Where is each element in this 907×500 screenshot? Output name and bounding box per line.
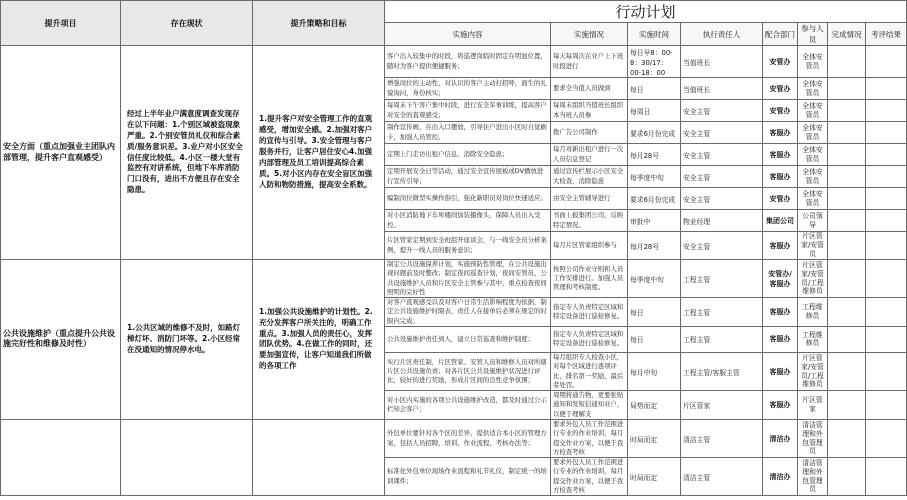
time-cell: 时局而定 [628, 458, 681, 496]
dept-cell: 安管办/客服办 [763, 260, 798, 298]
current-status-cell [121, 419, 253, 495]
content-cell: 片区管家定期到安全班组开座谈会，与一线安全员分析案例，提升一线人员的服务意识； [385, 232, 551, 260]
dept-cell: 客服办 [763, 352, 798, 390]
result-cell [866, 232, 907, 260]
content-cell: 标准化外包单位现场作业流程和礼节礼仪，制定统一的培训课件； [385, 458, 551, 496]
table-row [1, 46, 907, 78]
strategy-goal-cell [253, 419, 385, 495]
people-cell: 片区管家/安管员 [798, 232, 828, 260]
people-cell: 片区管家/安管员/工程维修员 [798, 352, 828, 390]
current-status-cell: 经过上半年业户满意度调查发现存在以下问题：1.个别区域被盗现象严重。2.个别安管员礼仪和综合素质/服务意识差。3.业户对小区安全信任度比较低。4.小区一楼大堂有监控有对讲系统，但地下车库消防门口没有，进出不方便且存在安全隐患。 [121, 46, 253, 260]
time-cell: 局势而定 [628, 391, 681, 420]
result-cell [866, 391, 907, 420]
done-cell [828, 232, 866, 260]
dept-cell: 客服办 [763, 232, 798, 260]
time-cell: 时局而定 [628, 419, 681, 457]
project-area-cell: 公共设施维护（重点提升公共设施完好性和维修及时性） [1, 260, 121, 420]
content-cell: 外包单位要针对各个区的差异，提供适合本小区的管理方案，包括人员招聘、培训、作业流程、考核办法等； [385, 419, 551, 457]
situation-cell: 书面上报集团公司，反映特定情况。 [551, 210, 628, 232]
situation-cell: 每月片区管家组织参与 [551, 232, 628, 260]
time-cell: 每季度中旬 [628, 260, 681, 298]
header-done: 完成情况 [828, 23, 866, 46]
owner-cell: 清洁主管 [681, 458, 763, 496]
situation-cell: 周期将通告物、更要张贴通知和发短信通知业户，以便于理解支 [551, 391, 628, 420]
situation-cell: 通过宣传栏展示小区安全大检查，消除隐患 [551, 166, 628, 188]
people-cell: 片区管家/安管员/工程维修员 [798, 260, 828, 298]
result-cell [866, 122, 907, 144]
header-status: 存在现状 [121, 1, 253, 46]
content-cell: 客户出入较集中的时段，将巡逻岗临时固定在明显位置，随时为客户提供便捷服务； [385, 46, 551, 78]
done-cell [828, 166, 866, 188]
table-row [1, 419, 907, 457]
people-cell: 工程维修员 [798, 298, 828, 327]
people-cell: 公司领导 [798, 210, 828, 232]
owner-cell: 工程主管 [681, 298, 763, 327]
done-cell [828, 419, 866, 457]
done-cell [828, 458, 866, 496]
people-cell: 清洁管理和外包管理员 [798, 419, 828, 457]
situation-cell: 要求外包人员工作范围进行专业的作业培训，每月提交作业方案，以便于我方检查考核 [551, 458, 628, 496]
dept-cell: 安管办 [763, 188, 798, 210]
content-cell: 公共设施维护责任到人，建立日常巡查和维护制度； [385, 326, 551, 352]
owner-cell: 安全主管 [681, 232, 763, 260]
result-cell [866, 188, 907, 210]
dept-cell: 安管办 [763, 46, 798, 78]
content-cell: 对客户直观感受以及对客户日常生活影响程度为依据，制定公共设施维护时限表，责任人在接单后必须在规定的时限内完成； [385, 298, 551, 327]
done-cell [828, 298, 866, 327]
result-cell [866, 298, 907, 327]
owner-cell: 当值班长 [681, 78, 763, 100]
done-cell [828, 122, 866, 144]
page-title: 行动计划 [385, 1, 907, 23]
dept-cell: 客服办 [763, 326, 798, 352]
header-area: 提升项目 [1, 1, 121, 46]
done-cell [828, 391, 866, 420]
owner-cell: 当值班长 [681, 46, 763, 78]
owner-cell: 工程主管/客服主管 [681, 352, 763, 390]
dept-cell: 客服办 [763, 391, 798, 420]
header-strategy: 提升策略和目标 [253, 1, 385, 46]
content-cell: 每周末下午客户集中时段，进行安全军事训练，提高客户对安全的直观感受； [385, 100, 551, 122]
owner-cell: 物业经理 [681, 210, 763, 232]
result-cell [866, 260, 907, 298]
done-cell [828, 144, 866, 166]
dept-cell: 客服办 [763, 298, 798, 327]
time-cell: 每日 [628, 298, 681, 327]
header-content: 实施内容 [385, 23, 551, 46]
owner-cell: 工程主管 [681, 260, 763, 298]
situation-cell: 拨广告公司制作 [551, 122, 628, 144]
header-result: 考评结果 [866, 23, 907, 46]
owner-cell: 安全主管 [681, 144, 763, 166]
time-cell: 每日早8：00-8：30/17：00-18：00 [628, 46, 681, 78]
time-cell: 每日 [628, 326, 681, 352]
result-cell [866, 166, 907, 188]
strategy-goal-cell: 1.加强公共设施维护的计划性。2.充分发挥客户所关注的，明确工作重点。3.加强人员的责任心，发挥团队优势。4.在做工作的同时，还要加强宣传，让客户知道我们所做的各项工作 [253, 260, 385, 420]
people-cell: 全体安管员 [798, 166, 828, 188]
situation-cell: 指定专人负责特定区域和特定设备进行巡检修复。 [551, 298, 628, 327]
header-situation: 实施情况 [551, 23, 628, 46]
situation-cell: 由安全主管辅导进行 [551, 188, 628, 210]
people-cell: 全体安管员 [798, 188, 828, 210]
situation-cell: 每天每周次在业户上下班时段进行 [551, 46, 628, 78]
dept-cell: 客服办 [763, 122, 798, 144]
situation-cell: 按照公司作业守则和人员工作安排进行。加强人员管理和考核制度。 [551, 260, 628, 298]
table-body [1, 46, 907, 496]
dept-cell: 安管办 [763, 100, 798, 122]
result-cell [866, 210, 907, 232]
owner-cell: 安全主管 [681, 122, 763, 144]
situation-cell: 每周末组织当值班长组织本当班人员参 [551, 100, 628, 122]
result-cell [866, 326, 907, 352]
done-cell [828, 210, 866, 232]
result-cell [866, 100, 907, 122]
content-cell: 定期开展安全日等活动，通过安全宣传展板或DV播放进行宣传引导； [385, 166, 551, 188]
content-cell: 制作宣传画，在出入口摆放，引导住户进出小区时自觉刷卡，加强人员管控。 [385, 122, 551, 144]
content-cell: 编制岗位微型实操作指引，强化新职员对岗位快速适应； [385, 188, 551, 210]
time-cell: 每季度中旬 [628, 166, 681, 188]
people-cell: 全体安管员 [798, 78, 828, 100]
owner-cell: 安全主管 [681, 166, 763, 188]
done-cell [828, 78, 866, 100]
time-cell: 每月28号 [628, 232, 681, 260]
result-cell [866, 419, 907, 457]
dept-cell: 清洁办 [763, 419, 798, 457]
content-cell: 制定公共设施保养计划，实施预防性管理，在公共设施出现问题前及时整改；制定夜间巡查计划，夜间安管员、公共设施维护人员和片区安全主管参与其中，重点检查夜间照明的完好性 [385, 260, 551, 298]
time-cell: 要求6月份完成 [628, 188, 681, 210]
owner-cell: 工程主管 [681, 326, 763, 352]
time-cell: 每月中旬 [628, 352, 681, 390]
done-cell [828, 46, 866, 78]
done-cell [828, 260, 866, 298]
content-cell: 增强岗位的主动性，对认识的客户主动打招呼，面生的礼貌询问，身份核实； [385, 78, 551, 100]
header-time: 实施时间 [628, 23, 681, 46]
owner-cell: 清洁主管 [681, 419, 763, 457]
people-cell: 工程维修员 [798, 326, 828, 352]
people-cell: 片区管家 [798, 391, 828, 420]
result-cell [866, 458, 907, 496]
result-cell [866, 78, 907, 100]
header-people: 参与人员 [798, 23, 828, 46]
dept-cell: 安管办 [763, 78, 798, 100]
time-cell: 每周日 [628, 100, 681, 122]
people-cell: 清洁管理和外包管理员 [798, 458, 828, 496]
content-cell: 对小区内实施的各项公共设施维护改造，都及时通过公示栏知会客户； [385, 391, 551, 420]
dept-cell: 客服办 [763, 166, 798, 188]
header-dept: 配合部门 [763, 23, 798, 46]
owner-cell: 安全主管 [681, 188, 763, 210]
time-cell: 每日 [628, 78, 681, 100]
content-cell: 对小区消防地下车库楼间加装摄像头，保障人员出入受控。 [385, 210, 551, 232]
situation-cell: 要求外包人员工作范围进行专业的作业培训，每月提交作业方案，以便于我方检查考核 [551, 419, 628, 457]
table-row [1, 260, 907, 298]
people-cell: 全体安管员 [798, 100, 828, 122]
current-status-cell: 1.公共区域的维修不及时，如路灯梯灯坏、消防门坏等。2.小区经常在没通知的情况停水电。 [121, 260, 253, 420]
content-cell: 实行片区责任制，片区管家、安管人员和维修人员对所辖片区公共设施负责；对各片区公共设施维护状况进行评比，较好的进行奖励，形成片区间的良性竞争氛围； [385, 352, 551, 390]
situation-cell: 指定专人负责特定区域和特定设备进行巡检修复。 [551, 326, 628, 352]
result-cell [866, 144, 907, 166]
owner-cell: 片区管家 [681, 391, 763, 420]
situation-cell: 每月组织专人检查小区，对每个区域进行逐项评比，排名第一奖励，最后者处罚。 [551, 352, 628, 390]
time-cell: 要求6月份完成 [628, 122, 681, 144]
dept-cell: 集团公司 [763, 210, 798, 232]
people-cell: 全体安管员 [798, 144, 828, 166]
people-cell: 全体安管员 [798, 122, 828, 144]
owner-cell: 安全主管 [681, 100, 763, 122]
strategy-goal-cell: 1.提升客户对安全管理工作的直观感受，增加安全感。2.加强对客户的宣传与引导。3.安全管理与客户服务并行，让客户居住安心4.加强内部管理及员工培训提高综合素质。5.对小区内存在安全盲区加强人防和物防措施，提高安全系数。 [253, 46, 385, 260]
project-area-cell: 安全方面（重点加强业主团队内部管理，提升客户直观感受） [1, 46, 121, 260]
header-owner: 执行责任人 [681, 23, 763, 46]
done-cell [828, 188, 866, 210]
result-cell [866, 46, 907, 78]
dept-cell: 客服办 [763, 144, 798, 166]
situation-cell: 每月对新出租户进行一次人员信息登记 [551, 144, 628, 166]
people-cell: 全体安管员 [798, 46, 828, 78]
result-cell [866, 352, 907, 390]
time-cell: 每月28号 [628, 144, 681, 166]
done-cell [828, 352, 866, 390]
done-cell [828, 100, 866, 122]
time-cell: 审批中 [628, 210, 681, 232]
dept-cell: 清洁办 [763, 458, 798, 496]
content-cell: 定期上门走访出租户信息，消除安全隐患； [385, 144, 551, 166]
done-cell [828, 326, 866, 352]
project-area-cell [1, 419, 121, 495]
situation-cell: 要求全当值人员做到 [551, 78, 628, 100]
